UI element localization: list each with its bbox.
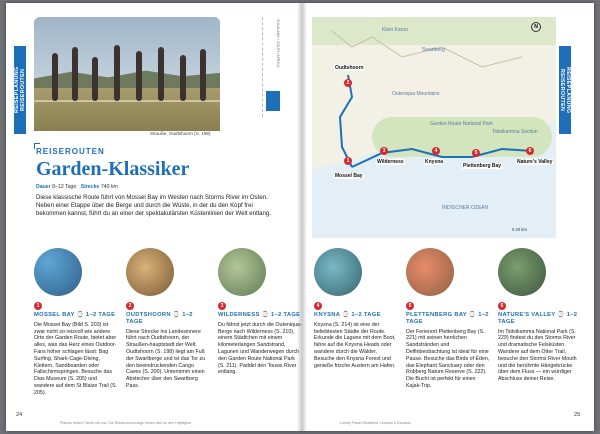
stop-number: 1 — [34, 302, 42, 310]
page-title: Garden-Klassiker — [36, 158, 190, 180]
map-region-label: Garden Route National Park — [430, 121, 493, 127]
route-map — [312, 17, 556, 238]
page-number-right: 25 — [574, 412, 581, 418]
map-scale: 0 20 km — [512, 227, 527, 232]
map-place-knysna: Knysna — [425, 159, 444, 165]
stop-photo-plettenberg-bay — [406, 248, 454, 296]
map-marker: 6 — [526, 147, 534, 155]
page-number-left: 24 — [16, 412, 23, 418]
stop-number: 6 — [498, 302, 506, 310]
stop-number: 3 — [218, 302, 226, 310]
side-tab-right: REISEPLANUNG REISEROUTEN — [559, 46, 571, 134]
stop-photo-natures-valley — [498, 248, 546, 296]
route-meta: Dauer 8–12 Tage Strecke 740 km — [36, 184, 118, 190]
map-place-natures-valley: Nature's Valley — [517, 159, 553, 165]
side-tab-left: REISEPLANUNG REISEROUTEN — [14, 46, 26, 134]
stop-heading: PLETTENBERG BAY ⌚ 1–2 TAGE — [406, 312, 489, 325]
map-place-oudtshoorn: Oudtshoorn — [335, 65, 364, 71]
map-region-label: Outeniqua Mountains — [392, 91, 440, 97]
map-region-label: Swartberg — [422, 47, 445, 53]
stop-mossel-bay — [34, 312, 118, 397]
map-marker: 1 — [344, 157, 352, 165]
photo-caption: Strauße, Oudtshoorn (S. 199) — [150, 131, 211, 136]
stop-number: 5 — [406, 302, 414, 310]
section-label: REISEROUTEN — [36, 147, 105, 156]
intro-text: Diese klassische Route führt von Mossel Bay im Westen nach Storms River im Osten. Neben einer Etappe über die Berge und durch die Wüste, in der du den Kopf frei bekommen kannst, führt du an einer der spektakulärsten Küstenlinien der Welt entlang. — [36, 194, 271, 217]
map-region-label: Klein Karoo — [382, 27, 408, 33]
stop-natures-valley — [498, 312, 582, 383]
stop-text: Knysna (S. 214) ist eine der beliebtesten Städte der Route. Erkunde die Lagune mit dem Boot, fahre auf die Knysna Heads oder wandere durch die Wälder. Besuche den Knysna Forest und genieße frische Austern am Hafen. — [314, 321, 396, 369]
stop-photo-knysna — [314, 248, 362, 296]
footer-right: Lonely Planet Südafrika, Lesotho & Eswatini — [340, 421, 411, 425]
map-place-plettenberg-bay: Plettenberg Bay — [463, 163, 502, 169]
stop-text: Diese Strecke ins Landesinnere führt nach Oudtshoorn, der Straußen-hauptstadt der Welt. Oudtshoorn (S. 198) liegt am Fuß der Swartberge und ist das Tor zu den beeindruckenden Cango Caves (S. 200). Unternimm einen Abstecher über den Swartberg Pass. — [126, 328, 206, 389]
map-place-wilderness: Wilderness — [377, 159, 404, 165]
stop-number: 4 — [314, 302, 322, 310]
footer-left: Planlos reisen? Nicht mit uns. Die Routenvorschläge führen dich zu den Highlights — [60, 421, 192, 425]
map-region-label: Tsitsikamma Section — [492, 129, 538, 135]
map-region-label: INDISCHER OZEAN — [442, 205, 489, 211]
map-marker: 2 — [344, 79, 352, 87]
stop-text: Der Ferienort Plettenberg Bay (S. 221) mit seinen herrlichen Sandstränden und Delfinbeobachtung ist ideal für eine Pause. Besuche das Birds of Eden, das Elephant Sanctuary oder den Robberg Nature Reserve (S. 222). Die Bucht ist perfekt für einen Kajak-Trip. — [406, 328, 490, 389]
stop-plettenberg-bay — [406, 312, 490, 390]
map-place-mossel-bay: Mossel Bay — [335, 173, 363, 179]
stop-wilderness — [218, 312, 302, 376]
stop-heading: MOSSEL BAY ⌚ 1–2 TAGE — [34, 312, 116, 318]
stop-heading: WILDERNESS ⌚ 1–2 TAGE — [218, 312, 301, 318]
map-marker: 4 — [432, 147, 440, 155]
stop-heading: NATURE'S VALLEY ⌚ 1–2 TAGE — [498, 312, 578, 325]
stop-text: Im Tsitsikamma National Park (S. 229) findest du den Storms River und dramatische Felsküsten. Wandere auf dem Otter Trail, besuche den Storms River Mouth und die berühmte Hängebrücke über dem Fluss — ein würdiger Abschluss deiner Reise. — [498, 328, 577, 383]
stop-heading: KNYSNA ⌚ 1–2 TAGE — [314, 312, 381, 318]
photo-stamp: ZULULAND / SOUTH AFRICA — [262, 17, 282, 117]
stop-text: Die Mossel Bay (Bild S. 203) ist zwar nicht so reizvoll wie andere Orte der Garden Route, bietet aber alles, was das Herz eines Outdoor-Fans höher schlagen lässt: Bag Surfing, Shark-Cage-Diving, Klettern, Sandboarden oder Fallschirmspringen. Besuche das Dias Museum (S. 205) und wandere auf dem St Blaize Trail (S. 205). — [34, 321, 118, 396]
ostrich-photo — [34, 17, 220, 131]
stop-photo-mossel-bay — [34, 248, 82, 296]
stop-photo-oudtshoorn — [126, 248, 174, 296]
map-marker: 3 — [380, 147, 388, 155]
stop-knysna — [314, 312, 398, 369]
stop-text: Du fährst jetzt durch die Outeniqua-Berge nach Wilderness (S. 210), einem Städtchen mit einem kilometerlangen Sandstrand, Lagunen und Wanderwegen durch den Garden Route National Park (S. 211). Paddel den Touws River entlang. — [218, 321, 302, 376]
stop-oudtshoorn — [126, 312, 210, 390]
map-marker: 5 — [472, 149, 480, 157]
stop-number: 2 — [126, 302, 134, 310]
north-arrow-icon: N — [531, 22, 541, 32]
stop-heading: OUDTSHOORN ⌚ 1–2 TAGE — [126, 312, 193, 325]
stop-photo-wilderness — [218, 248, 266, 296]
